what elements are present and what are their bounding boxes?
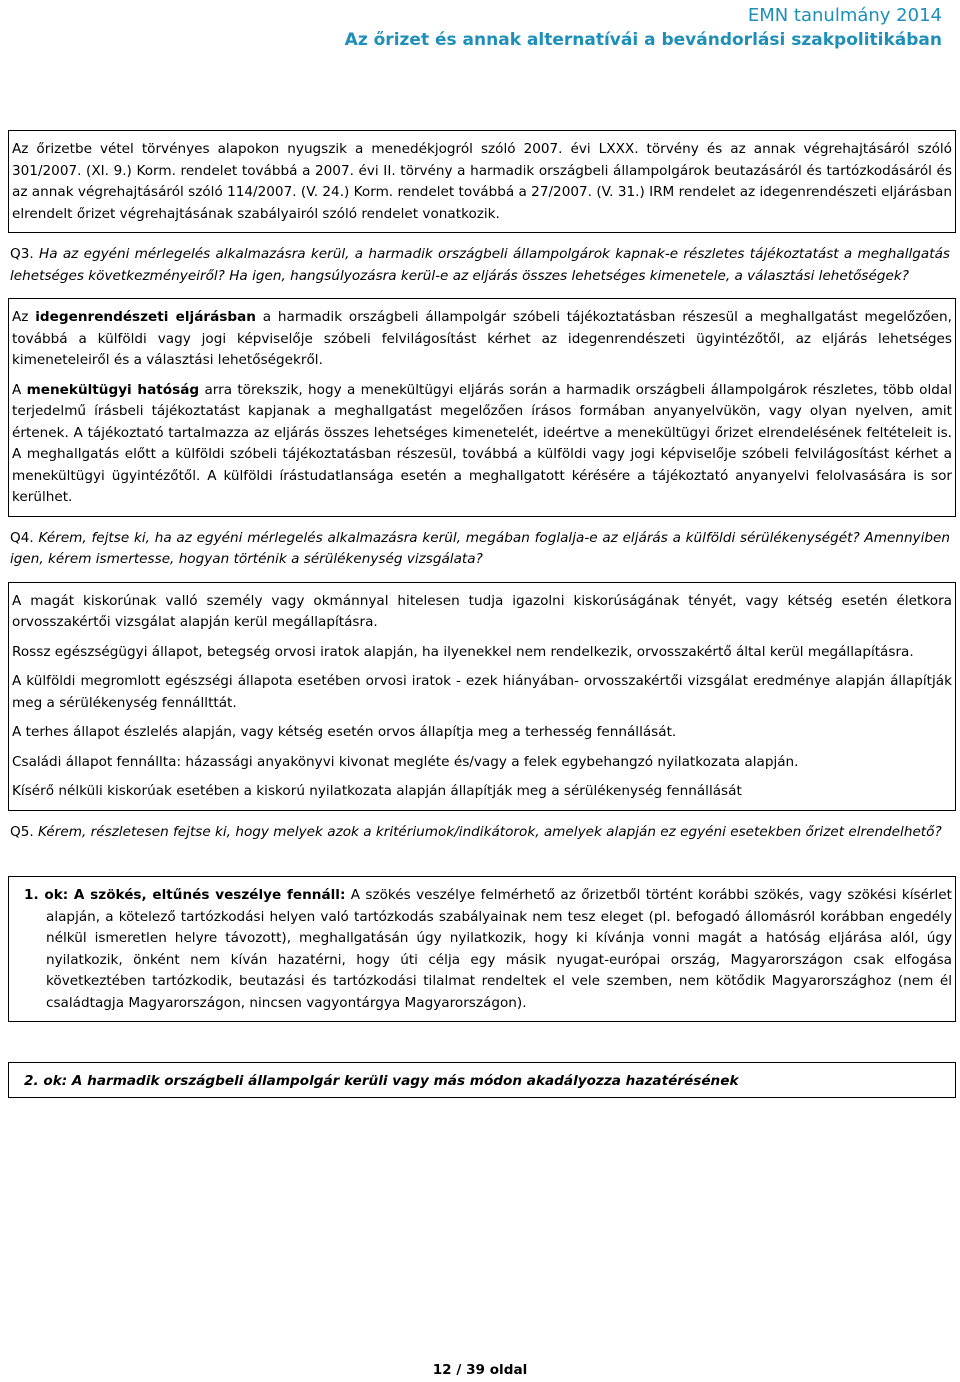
criterion-title: 2. ok: A harmadik országbeli állampolgár kerüli vagy más módon akadályozza hazatérésének xyxy=(24,1073,739,1089)
answer-paragraph: Kísérő nélküli kiskorúak esetében a kiskorú nyilatkozata alapján állapítják meg a sérülékenység fennállását xyxy=(12,783,742,799)
question-text: Kérem, részletesen fejtse ki, hogy melyek azok a kritériumok/indikátorok, amelyek alapján ez egyéni esetekben őrizet elrendelhető? xyxy=(38,823,942,840)
answer-paragraph: A külföldi megromlott egészségi állapota esetében orvosi iratok - ezek hiányában- orvosszakértői vizsgálat eredménye alapján állapítják meg a sérülékenység fennállttát. xyxy=(12,673,952,711)
list-item xyxy=(12,885,952,1014)
answer-paragraph: Rossz egészségügyi állapot, betegség orvosi iratok alapján, ha ilyenekkel nem rendelkezik, orvosszakértő által kerül megállapításra. xyxy=(12,643,914,660)
text-run: Az xyxy=(12,309,36,325)
criterion-text: A szökés veszélye felmérhető az őrizetből történt korábbi szökés, vagy szökési kísérlet alapján, a kötelező tartózkodási helyen való tartózkodás szabályainak nem tesz eleget (pl. befogadó állomásról korábban engedély nélkül ismeretlen helyre távozott), meghallgatásán úgy nyilatkozik, hogy ki kívánja vonni magát a hatóság eljárása alól, úgy nyilatkozik, önként nem kíván hazatérni, hogy úti célja egy másik nyugat-európai ország, Magyarországon csak elfogása következtében tartózkodik, beutazási és tartózkodási tilalmat rendeltek el vele szemben, nem kötődik Magyarországhoz (nem él családtagja Magyarországon, nincsen vagyontárgya Magyarországon). xyxy=(46,887,953,1011)
emphasis-text: menekültügyi hatóság xyxy=(26,381,200,398)
question-text: Kérem, fejtse ki, ha az egyéni mérlegelés alkalmazásra kerül, megában foglalja-e az eljárás a külföldi sérülékenységét? Amennyiben igen, kérem ismertesse, hogyan történik a sérülékenység vizsgálata? xyxy=(10,529,950,567)
answer-q4-box xyxy=(8,582,956,811)
answer-paragraph xyxy=(12,307,952,372)
criteria-list xyxy=(12,1071,952,1093)
question-q5 xyxy=(10,822,950,844)
answer-paragraph: A magát kiskorúnak valló személy vagy okmánnyal hitelesen tudja igazolni kiskorúságának tényét, vagy kétség esetén életkora orvosszakértői vizsgálat alapján kerül megállapításra. xyxy=(12,592,952,630)
list-item xyxy=(12,1071,952,1093)
answer-q5-box xyxy=(8,876,956,1022)
report-subtitle: Az őrizet és annak alternatívái a bevándorlási szakpolitikában xyxy=(344,30,942,50)
emphasis-text: idegenrendészeti eljárásban xyxy=(35,309,256,325)
criterion-title: 1. ok: A szökés, eltűnés veszélye fennáll: xyxy=(24,887,346,903)
question-label: Q4. xyxy=(10,529,34,546)
question-q3 xyxy=(10,244,950,287)
answer-q5-box-continued xyxy=(8,1062,956,1098)
answer-paragraph: Családi állapot fennállta: házassági anyakönyvi kivonat megléte és/vagy a felek egybehangzó nyilatkozata alapján. xyxy=(12,753,799,770)
report-title: EMN tanulmány 2014 xyxy=(747,5,942,26)
legal-basis-paragraph: Az őrizetbe vétel törvényes alapokon nyugszik a menedékjogról szóló 2007. évi LXXX. törvény és az annak végrehajtásáról szóló 301/2007. (XI. 9.) Korm. rendelet továbbá a 2007. évi II. törvény a harmadik országbeli állampolgárok beutazásáról és tartózkodásáról és az annak végrehajtásáról szóló 114/2007. (V. 24.) Korm. rendelet továbbá a 27/2007. (V. 31.) IRM rendelet az idegenrendészeti eljárásban elrendelt őrizet végrehajtásának szabályairól szóló rendelet vonatkozik. xyxy=(12,141,952,222)
answer-paragraph: A terhes állapot észlelés alapján, vagy kétség esetén orvos állapítja meg a terhesség fennállását. xyxy=(12,724,677,740)
page-header xyxy=(345,4,942,52)
text-run: A xyxy=(12,381,27,398)
question-label: Q5. xyxy=(10,823,34,840)
question-label: Q3. xyxy=(10,246,34,262)
text-run: arra törekszik, hogy a menekültügyi eljárás során a harmadik országbeli állampolgárok részletes, több oldal terjedelmű írásbeli tájékoztatást kapjanak a meghallgatást megelőzően írásos formában anyanyelvükön, vagy olyan nyelven, amit értenek. A tájékoztató tartalmazza az eljárás összes lehetséges kimenetelét, ideértve a menekültügyi őrizet elrendelésének feltételeit is. A meghallgatás előtt a külföldi szóbeli tájékoztatásban részesül, továbbá a külföldi vagy jogi képviselője szóbeli felvilágosítást kérhet a menekültügyi ügyintézőtől. A külföldi írástudatlansága esetén a meghallgatott kérésére a tájékoztató anyanyelvi felolvasására is sor kerülhet. xyxy=(12,381,952,505)
legal-basis-box xyxy=(8,130,956,233)
page-number: 12 / 39 oldal xyxy=(432,1362,528,1378)
criteria-list xyxy=(12,885,952,1014)
question-text: Ha az egyéni mérlegelés alkalmazásra kerül, a harmadik országbeli állampolgárok kapnak-e részletes tájékoztatást a meghallgatás lehetséges következményeiről? Ha igen, hangsúlyozásra kerül-e az eljárás összes lehetséges kimenetele, a választási lehetőségek? xyxy=(10,246,950,284)
page-content xyxy=(10,130,953,1098)
question-q4 xyxy=(10,528,950,571)
text-run: a harmadik országbeli állampolgár szóbeli tájékoztatásban részesül a meghallgatást megelőzően, továbbá a külföldi vagy jogi képviselője szóbeli felvilágosítást kérhet az idegenrendészeti ügyintézőtől, az eljárás lehetséges kimeneteleiről és a választási lehetőségekről. xyxy=(12,309,952,368)
answer-q3-box xyxy=(8,298,956,517)
answer-paragraph xyxy=(12,380,952,509)
